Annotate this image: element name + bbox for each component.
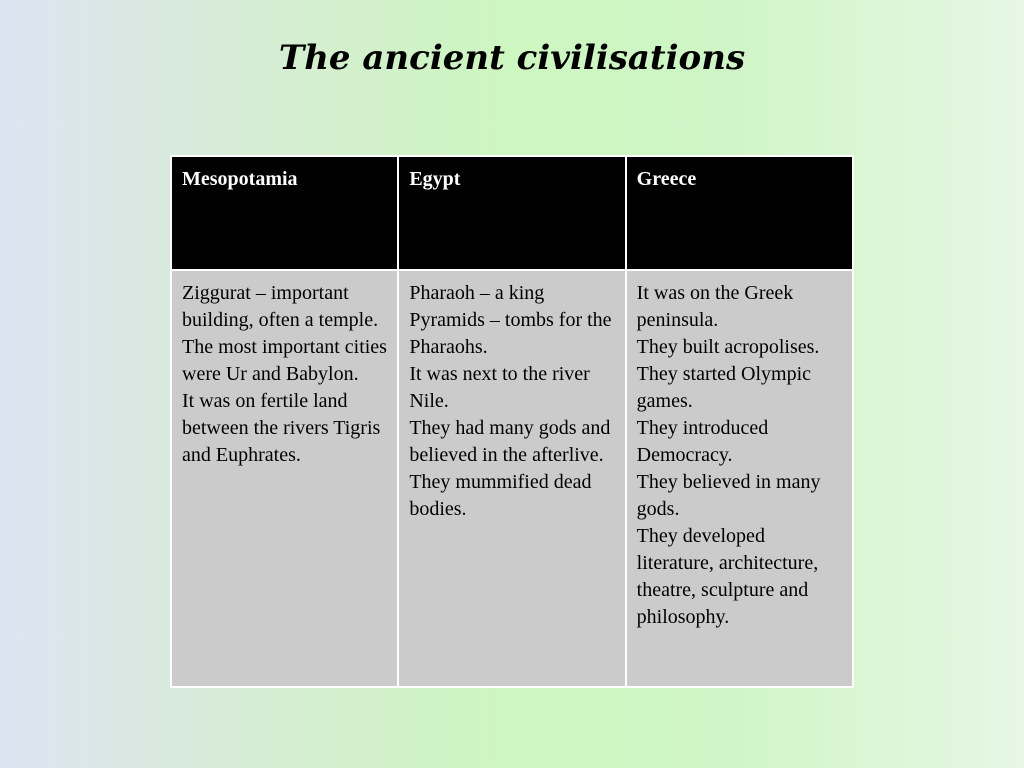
greece-fact: They introduced Democracy. bbox=[636, 417, 769, 466]
cell-egypt bbox=[398, 270, 625, 687]
egypt-fact: Pharaoh – a king bbox=[409, 282, 545, 304]
greece-fact: They started Olympic games. bbox=[636, 363, 812, 412]
mesopotamia-fact: It was on fertile land between the rivers Tigris and Euphrates. bbox=[182, 390, 381, 466]
cell-mesopotamia bbox=[171, 270, 398, 687]
egypt-fact: They had many gods and believed in the afterlive. bbox=[409, 417, 611, 466]
slide-title: The ancient civilisations bbox=[278, 38, 746, 78]
header-greece: Greece bbox=[626, 156, 853, 270]
greece-fact: It was on the Greek peninsula. bbox=[636, 282, 794, 331]
greece-fact: They built acropolises. bbox=[636, 336, 820, 358]
header-mesopotamia: Mesopotamia bbox=[171, 156, 398, 270]
mesopotamia-fact: Ziggurat – important building, often a temple. bbox=[182, 282, 379, 331]
cell-greece bbox=[626, 270, 853, 687]
greece-fact: They developed literature, architecture, theatre, sculpture and philosophy. bbox=[636, 525, 819, 628]
header-egypt: Egypt bbox=[398, 156, 625, 270]
egypt-fact: It was next to the river Nile. bbox=[409, 363, 590, 412]
greece-fact: They believed in many gods. bbox=[636, 471, 821, 520]
table-row bbox=[171, 270, 853, 687]
table-header-row bbox=[171, 156, 853, 270]
civilisations-table bbox=[170, 155, 854, 688]
egypt-fact: Pyramids – tombs for the Pharaohs. bbox=[409, 309, 612, 358]
mesopotamia-fact: The most important cities were Ur and Babylon. bbox=[182, 336, 387, 385]
egypt-fact: They mummified dead bodies. bbox=[409, 471, 592, 520]
